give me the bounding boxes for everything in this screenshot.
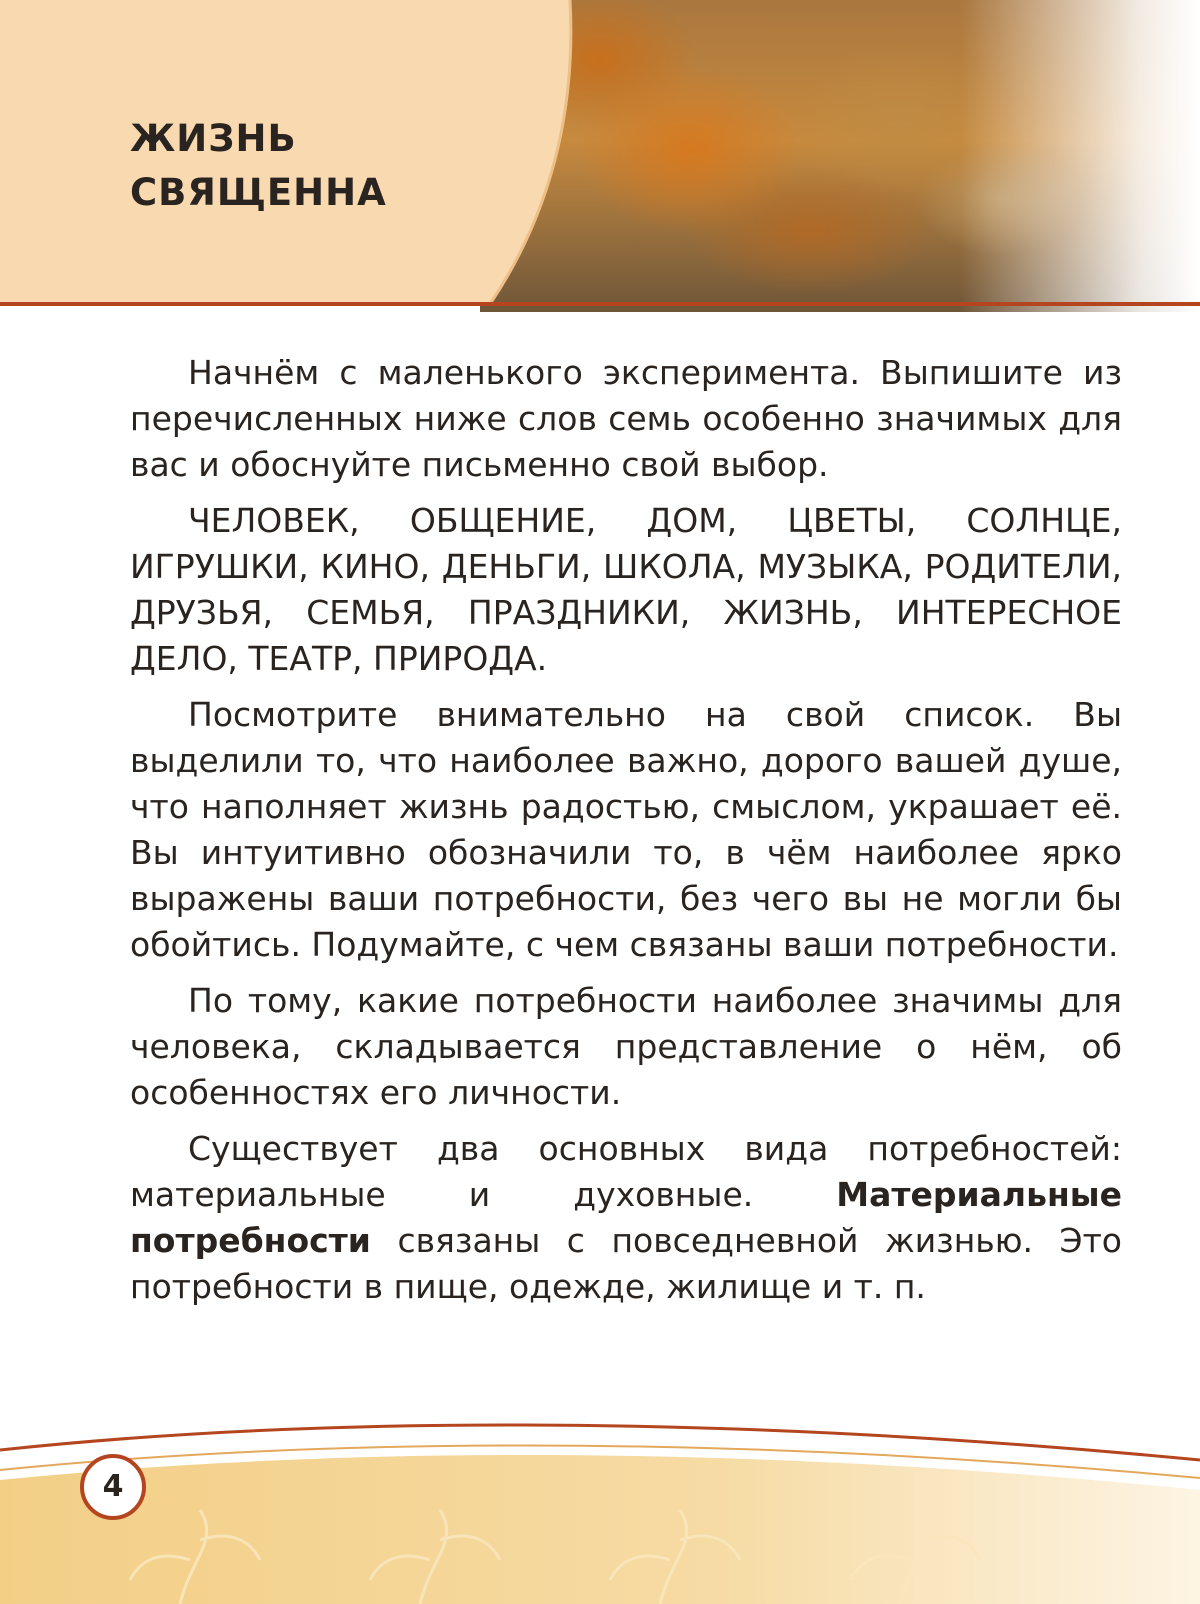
paragraph-experiment: Начнём с маленького эксперимента. Выпишите из перечисленных ниже слов семь особенно значимых для вас и обоснуйте письменно свой выбор. (130, 353, 1122, 484)
title-line-2: СВЯЩЕННА (130, 171, 387, 214)
paragraph-needs-personality: По тому, какие потребности наиболее значимы для человека, складывается представление о нём, об особенностях его личности. (130, 981, 1122, 1112)
footer-ornament (0, 1420, 1200, 1604)
header-banner (0, 0, 1200, 312)
paragraph-word-list: ЧЕЛОВЕК, ОБЩЕНИЕ, ДОМ, ЦВЕТЫ, СОЛНЦЕ, ИГРУШКИ, КИНО, ДЕНЬГИ, ШКОЛА, МУЗЫКА, РОДИТЕЛИ, ДРУЗЬЯ, СЕМЬЯ, ПРАЗДНИКИ, ЖИЗНЬ, ИНТЕРЕСНОЕ ДЕЛО, ТЕАТР, ПРИРОДА. (130, 501, 1122, 678)
needs-types-end: связаны с повседневной жизнью. Это потребности в пище, одежде, жилище и т. п. (130, 1221, 1122, 1306)
page-title (130, 112, 387, 220)
term-material-needs: Материальные потребности (130, 1175, 1122, 1260)
main-text (130, 350, 1122, 1320)
paragraph-list-reflection: Посмотрите внимательно на свой список. Вы выделили то, что наиболее важно, дорого вашей душе, что наполняет жизнь радостью, смыслом, украшает её. Вы интуитивно обозначили то, в чём наиболее ярко выражены ваши потребности, без чего вы не могли бы обойтись. Подумайте, с чем связаны ваши потребности. (130, 695, 1122, 964)
needs-types-intro: Существует два основных вида потребностей: материальные и духовные. (130, 1129, 1122, 1214)
page-number-badge: 4 (80, 1454, 146, 1520)
title-line-1: ЖИЗНЬ (130, 117, 297, 160)
paragraph-needs-types (130, 1126, 1122, 1310)
